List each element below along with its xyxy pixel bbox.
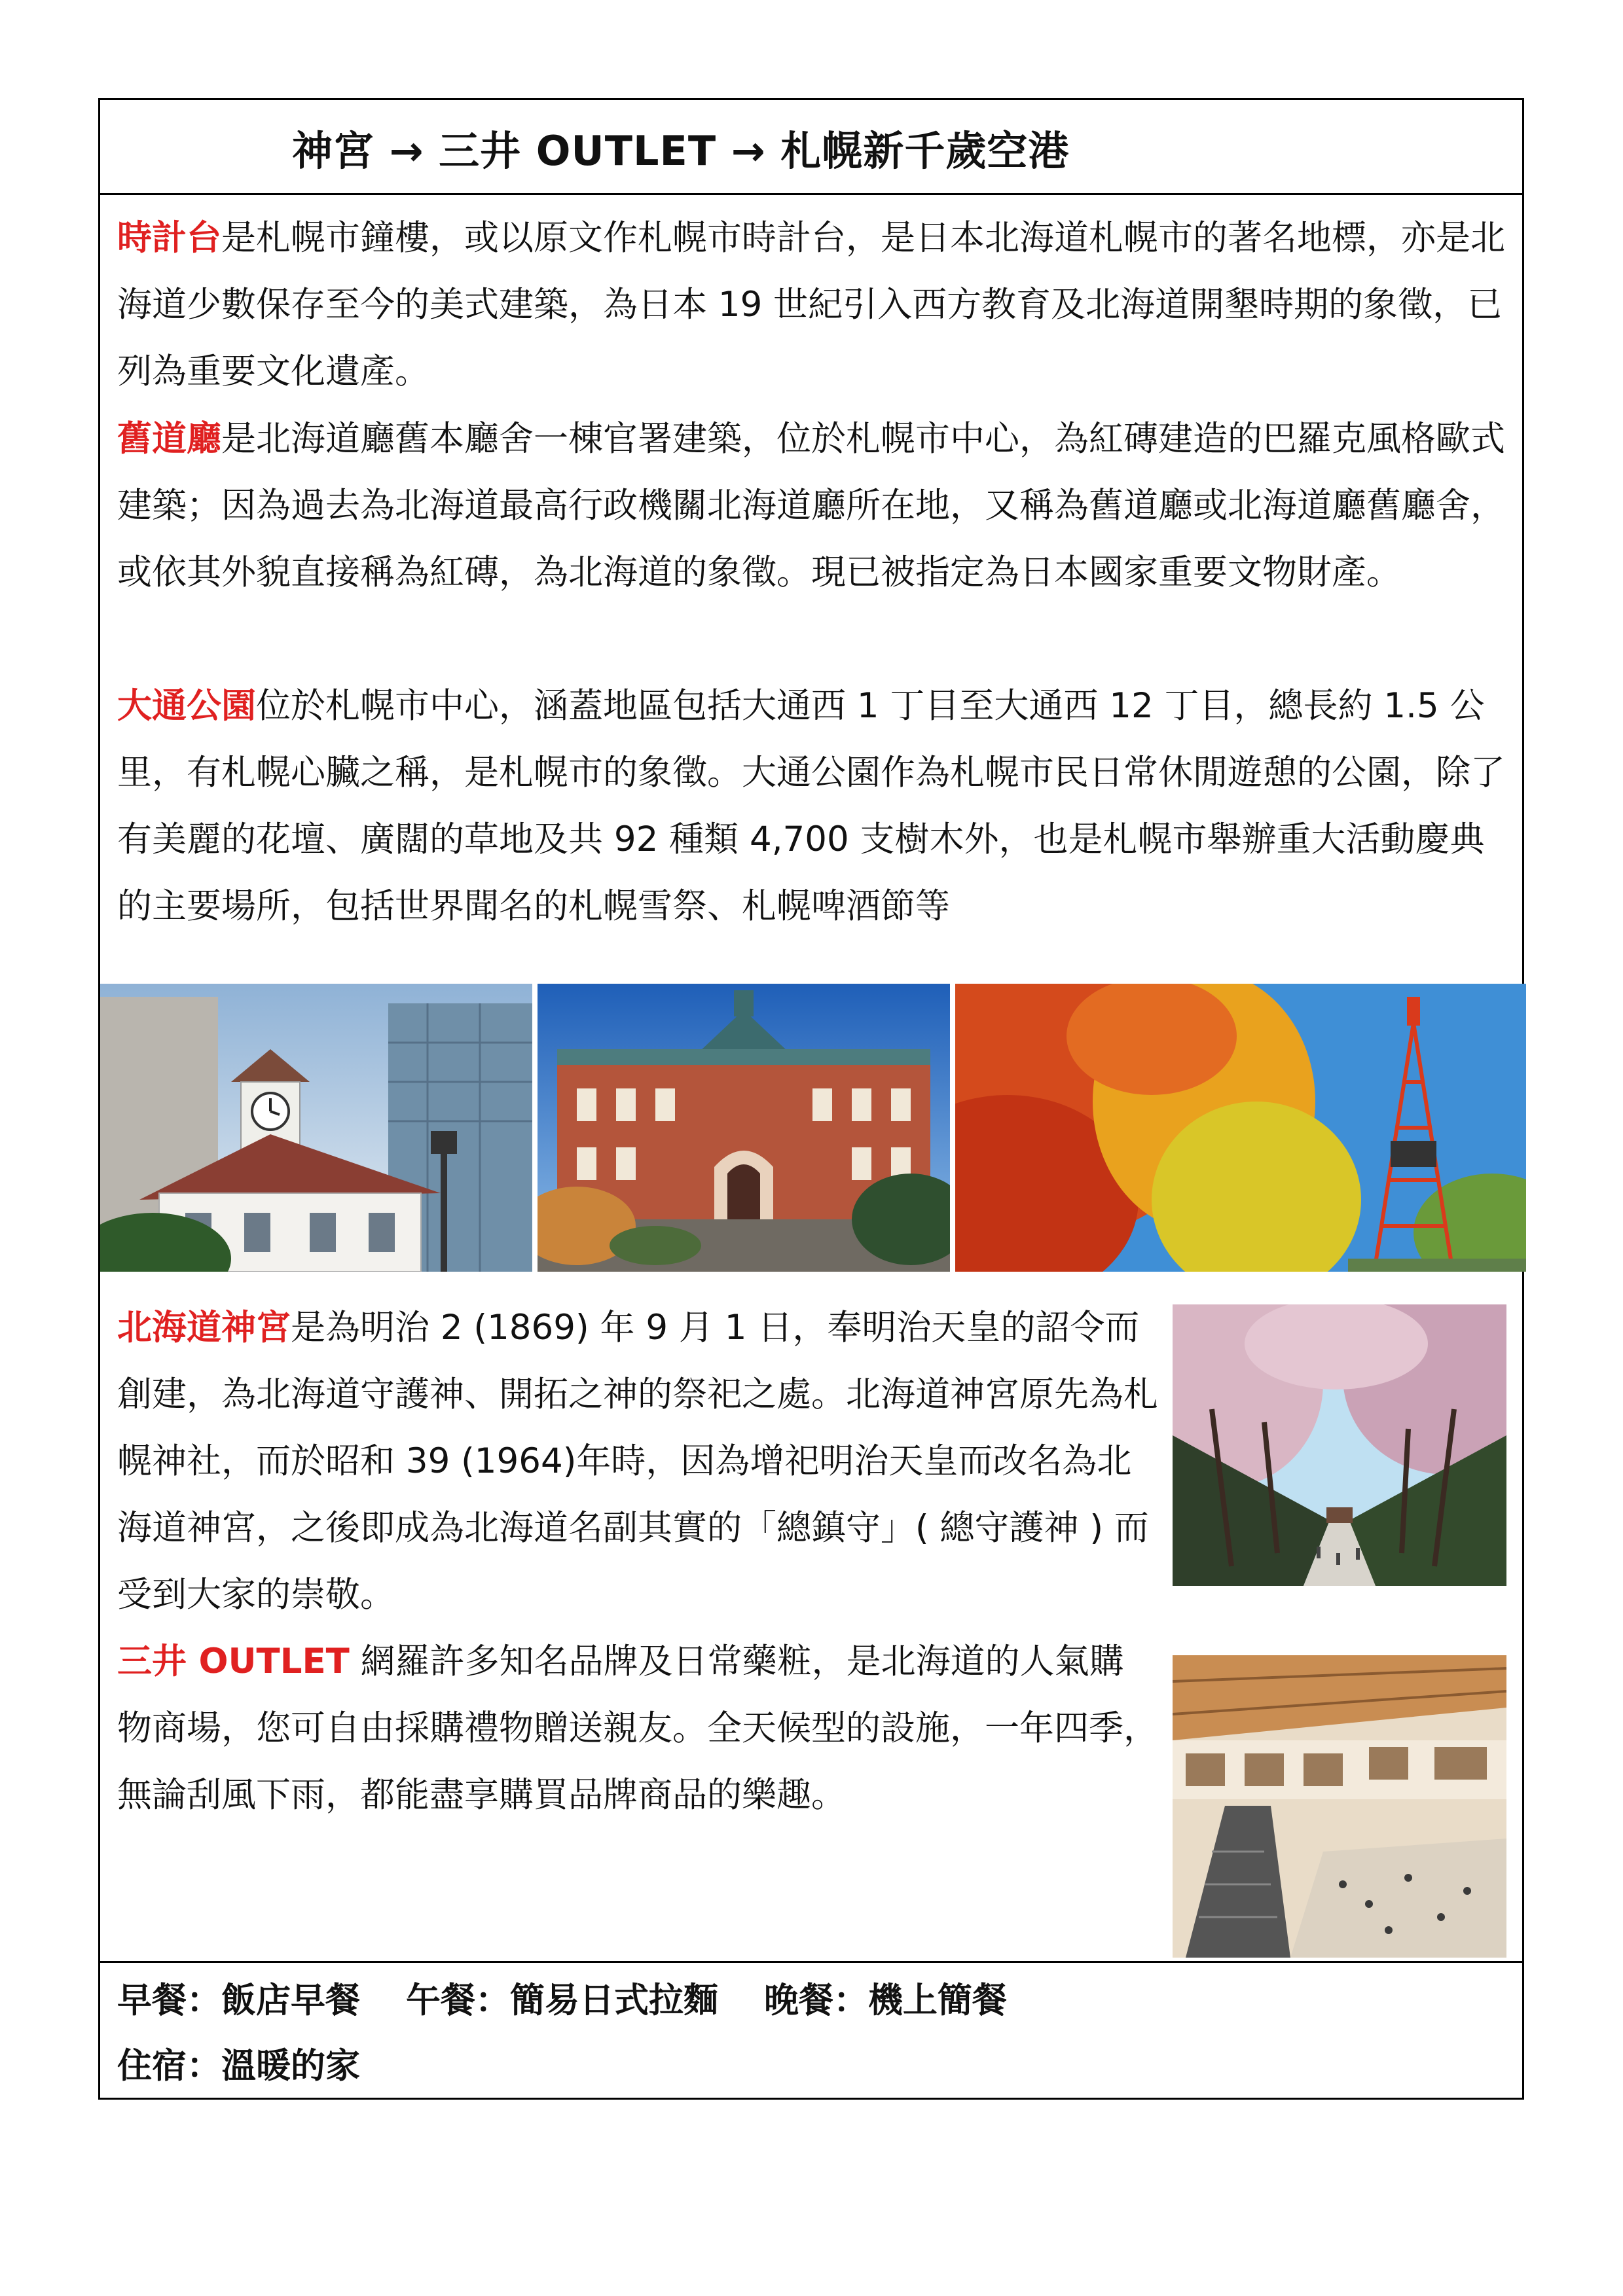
clock-tower-name: 時計台	[117, 218, 221, 258]
odori-park-photo	[955, 984, 1526, 1272]
lunch-label: 午餐：簡易日式拉麵	[406, 1981, 718, 2020]
odori-park-name: 大通公園	[117, 686, 256, 726]
outlet-name: 三井 OUTLET	[117, 1641, 350, 1681]
old-government-paragraph	[117, 406, 1505, 606]
outlet-paragraph	[117, 1628, 1158, 1829]
outlet-photo	[1173, 1655, 1506, 1958]
shrine-name: 北海道神宮	[117, 1308, 291, 1348]
odori-park-text: 位於札幌市中心，涵蓋地區包括大通西 1 丁目至大通西 12 丁目，總長約 1.5 公里，有札幌心臟之稱，是札幌市的象徵。大通公園作為札幌市民日常休閒遊憩的公園，除了有美麗的花壇、廣闊的草地及共 92 種類 4,700 支樹木外，也是札幌市舉辦重大活動慶典的主要場所，包括世界聞名的札幌雪祭、札幌啤酒節等	[117, 686, 1505, 926]
shrine-photo	[1173, 1304, 1506, 1586]
old-government-name: 舊道廳	[117, 419, 221, 459]
title-row	[100, 100, 1522, 195]
breakfast-label: 早餐：飯店早餐	[117, 1981, 360, 2020]
old-government-text: 是北海道廳舊本廳舍一棟官署建築，位於札幌市中心，為紅磚建造的巴羅克風格歐式建築；因為過去為北海道最高行政機關北海道廳所在地，又稱為舊道廳或北海道廳舊廳舍，或依其外貌直接稱為紅磚，為北海道的象徵。現已被指定為日本國家重要文物財產。	[117, 419, 1505, 592]
old-government-photo	[538, 984, 950, 1272]
dinner-label: 晚餐：機上簡餐	[764, 1981, 1007, 2020]
clock-tower-text: 是札幌市鐘樓，或以原文作札幌市時計台，是日本北海道札幌市的著名地標，亦是北海道少數保存至今的美式建築，為日本 19 世紀引入西方教育及北海道開墾時期的象徵，已列為重要文化遺產。	[117, 218, 1505, 391]
lodging-label: 住宿：溫暖的家	[117, 2046, 360, 2086]
clock-tower-paragraph	[117, 205, 1505, 405]
photo-strip	[100, 984, 1522, 1272]
route-title: 神宮 → 三井 OUTLET → 札幌新千歲空港	[292, 127, 1070, 175]
meals-section	[100, 1961, 1522, 2102]
outlet-text: 網羅許多知名品牌及日常藥粧，是北海道的人氣購物商場，您可自由採購禮物贈送親友。全天候型的設施，一年四季，無論刮風下雨，都能盡享購買品牌商品的樂趣。	[117, 1641, 1158, 1815]
clock-tower-photo	[100, 984, 532, 1272]
odori-park-paragraph	[117, 673, 1505, 940]
meals-line	[117, 1973, 1053, 2022]
itinerary-frame	[98, 98, 1524, 2100]
lodging-line	[117, 2038, 406, 2088]
shrine-text: 是為明治 2 (1869) 年 9 月 1 日，奉明治天皇的詔令而創建，為北海道守護神、開拓之神的祭祀之處。北海道神宮原先為札幌神社，而於昭和 39 (1964)年時，因為增祀明治天皇而改名為北海道神宮，之後即成為北海道名副其實的「總鎮守」( 總守護神 ) 而受到大家的崇敬。	[117, 1308, 1158, 1615]
shrine-paragraph	[117, 1295, 1158, 1628]
